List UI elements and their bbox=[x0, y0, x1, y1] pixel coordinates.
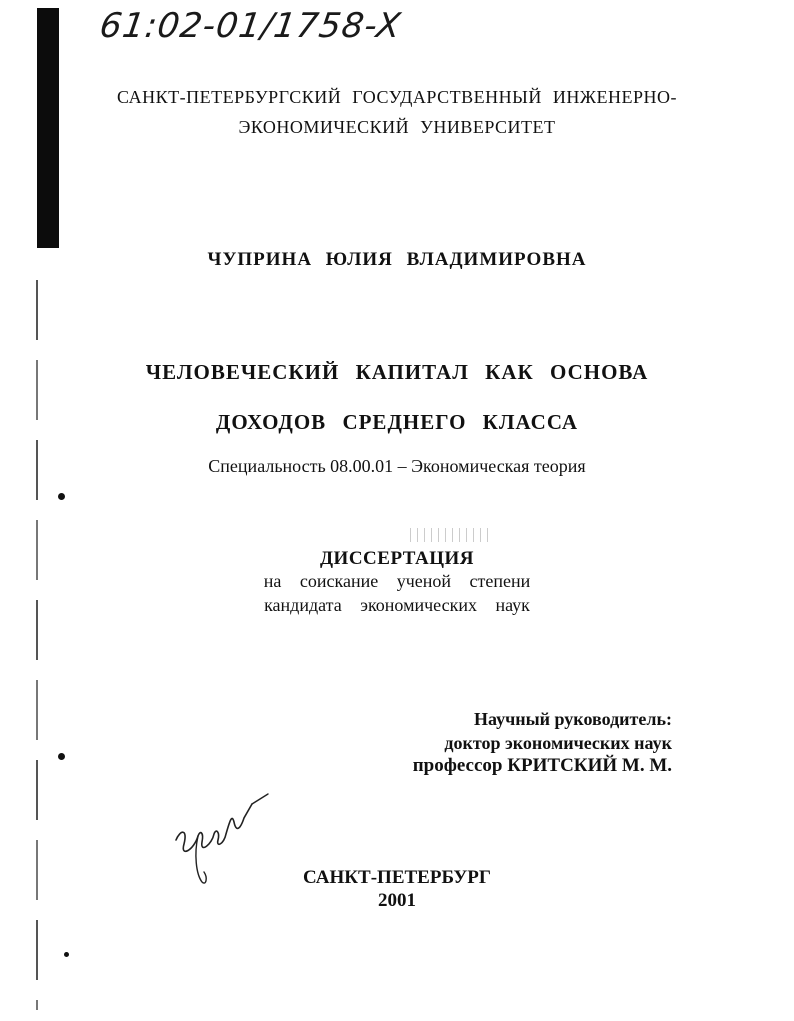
supervisor-name: профессор КРИТСКИЙ М. М. bbox=[412, 755, 672, 776]
degree-line-1: на соискание ученой степени bbox=[263, 571, 531, 591]
city: САНКТ-ПЕТЕРБУРГ bbox=[303, 867, 491, 888]
year: 2001 bbox=[378, 890, 416, 911]
work-type: ДИССЕРТАЦИЯ bbox=[319, 548, 475, 569]
supervisor-label: Научный руководитель: bbox=[474, 709, 672, 729]
thesis-title-line-2: ДОХОДОВ СРЕДНЕГО КЛАССА bbox=[215, 410, 579, 434]
author-name: ЧУПРИНА ЮЛИЯ ВЛАДИМИРОВНА bbox=[207, 249, 587, 270]
institution-line-1: САНКТ-ПЕТЕРБУРГСКИЙ ГОСУДАРСТВЕННЫЙ ИНЖЕНЕРНО- bbox=[117, 87, 677, 107]
scan-noise bbox=[410, 528, 490, 542]
scan-punch-hole bbox=[64, 952, 69, 957]
degree-line-2: кандидата экономических наук bbox=[264, 595, 530, 615]
scan-punch-hole bbox=[58, 493, 65, 500]
supervisor-degree: доктор экономических наук bbox=[444, 733, 672, 753]
specialty-line: Специальность 08.00.01 – Экономическая теория bbox=[208, 456, 586, 476]
scan-punch-hole bbox=[58, 753, 65, 760]
thesis-title-line-1: ЧЕЛОВЕЧЕСКИЙ КАПИТАЛ КАК ОСНОВА bbox=[145, 360, 649, 384]
library-call-number: 61:02-01/1758-X bbox=[97, 6, 404, 46]
institution-line-2: ЭКОНОМИЧЕСКИЙ УНИВЕРСИТЕТ bbox=[238, 117, 556, 137]
